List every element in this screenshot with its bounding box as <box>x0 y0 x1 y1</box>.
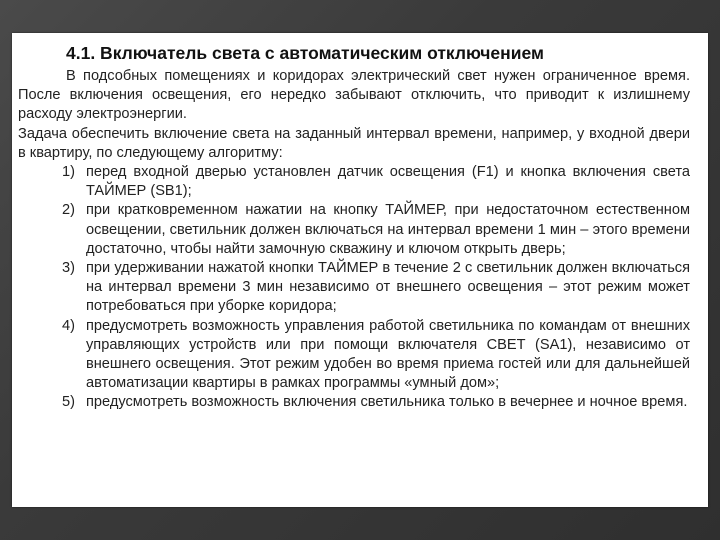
list-item <box>18 393 690 412</box>
list-item-number: 3) <box>62 260 75 277</box>
list-item-text: при кратковременном нажатии на кнопку ТАЙМЕР, при недостаточном естественном освещении, светильник должен включаться на интервал времени 1 мин – этого времени достаточно, чтобы найти замочную скважину и ключом открыть дверь; <box>86 202 690 257</box>
section-title: 4.1. Включатель света с автоматическим отключением <box>66 43 544 63</box>
list-item-text: предусмотреть возможность включения светильника только в вечернее и ночное время. <box>86 394 688 411</box>
list-item-text: при удерживании нажатой кнопки ТАЙМЕР в течение 2 с светильник должен включаться на интервал времени 3 мин независимо от внешнего освещения – этот режим может потребоваться при уборке коридора; <box>86 260 690 315</box>
list-item-text: предусмотреть возможность управления работой светильника по командам от внешних управляющих устройств или при помощи включателя СВЕТ (SA1), независимо от внешнего освещения. Этот режим удобен во время приема гостей или для дальнейшей автоматизации квартиры в рамках программы «умный дом»; <box>86 317 690 392</box>
list-item <box>18 201 690 259</box>
list-item-number: 4) <box>62 317 75 334</box>
algorithm-list <box>18 163 690 413</box>
list-item <box>18 163 690 201</box>
intro-paragraph: В подсобных помещениях и коридорах электрический свет нужен ограниченное время. После включения освещения, его нередко забывают отключить, что приводит к излишнему расходу электроэнергии. <box>18 68 690 123</box>
list-item <box>18 317 690 394</box>
list-item-number: 5) <box>62 394 75 411</box>
slide-frame <box>12 33 708 507</box>
list-item-number: 1) <box>62 164 75 181</box>
document-page <box>12 33 708 507</box>
list-item-text: перед входной дверью установлен датчик освещения (F1) и кнопка включения света ТАЙМЕР (SB1); <box>86 164 690 200</box>
list-item-number: 2) <box>62 202 75 219</box>
task-paragraph: Задача обеспечить включение света на заданный интервал времени, например, у входной двери в квартиру, по следующему алгоритму: <box>18 125 690 161</box>
list-item <box>18 259 690 317</box>
